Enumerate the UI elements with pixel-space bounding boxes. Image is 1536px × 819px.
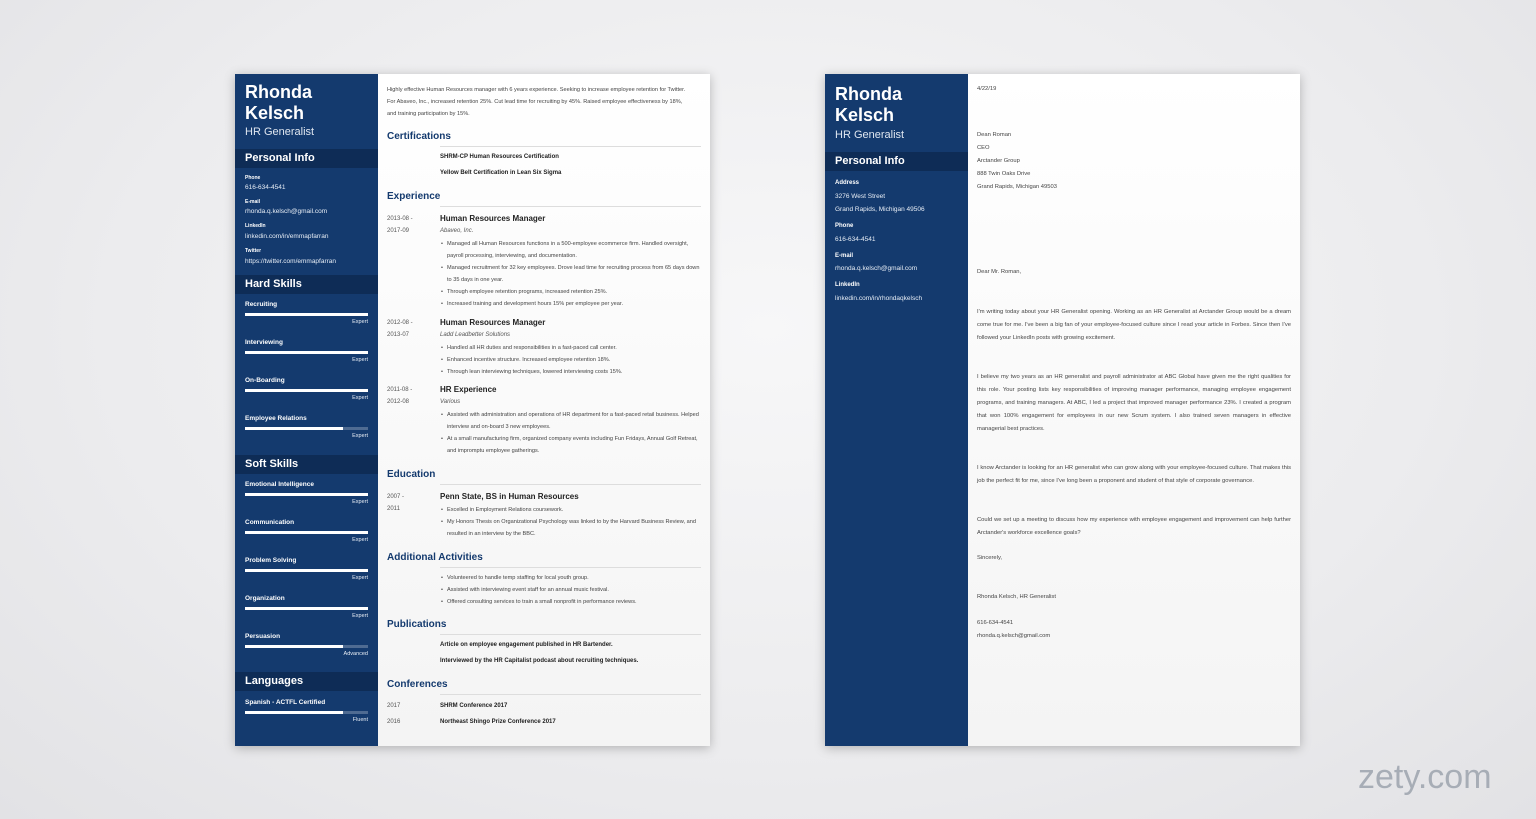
conference-name: Northeast Shingo Prize Conference 2017 — [440, 719, 556, 725]
job-dates: 2012-08 - 2013-07 — [387, 320, 413, 338]
skill-name: Recruiting — [245, 301, 278, 308]
education-dates: 2007 - 2011 — [387, 494, 405, 512]
address-line: Grand Rapids, Michigan 49506 — [835, 206, 925, 213]
skill-level: Expert — [352, 575, 368, 581]
cover-letter-page — [825, 74, 1300, 746]
skill-bar — [245, 313, 368, 316]
resume-page — [235, 74, 710, 746]
skill-name: Communication — [245, 519, 295, 526]
soft-skills-heading: Soft Skills — [235, 455, 378, 474]
conference-name: SHRM Conference 2017 — [440, 703, 508, 709]
skill-bar-fill — [245, 493, 368, 496]
skill-bar-fill — [245, 389, 368, 392]
personal-info-heading: Personal Info — [825, 152, 968, 171]
email-label: E-mail — [245, 199, 261, 205]
skill-bar — [245, 569, 368, 572]
experience-heading: Experience — [387, 191, 441, 202]
skill-name: On-Boarding — [245, 377, 285, 384]
resume-sidebar — [235, 74, 378, 746]
list-item: • Assisted with interviewing event staff for an annual music festival. — [447, 584, 701, 596]
recipient-line: 888 Twin Oaks Drive — [977, 171, 1031, 177]
list-item: • My Honors Thesis on Organizational Psychology was linked to by the Harvard Business Review, and resulted in an interview by the BBC. — [447, 516, 701, 540]
skill-level: Expert — [352, 395, 368, 401]
skill-name: Problem Solving — [245, 557, 297, 564]
skill-bar-fill — [245, 427, 343, 430]
phone-value: 616-634-4541 — [245, 184, 286, 191]
skill-bar — [245, 607, 368, 610]
list-item: • Assisted with administration and operations of HR department for a fast-paced retail business. Helped interview and on-board 3 new employees. — [447, 409, 701, 433]
recipient-line: CEO — [977, 145, 990, 151]
skill-level: Fluent — [352, 717, 368, 723]
skill-bar — [245, 493, 368, 496]
job-company: Various — [440, 399, 461, 405]
skill-bar-fill — [245, 711, 343, 714]
job-title: Human Resources Manager — [440, 318, 546, 327]
list-item: • Managed recruitment for 32 key employees. Drove lead time for recruiting process from 65 days down to 35 days in one year. — [447, 262, 701, 286]
list-item: • Through employee retention programs, increased retention 25%. — [447, 286, 701, 298]
skill-bar-fill — [245, 645, 343, 648]
salutation: Dear Mr. Roman, — [977, 269, 1022, 275]
skill-bar-fill — [245, 569, 368, 572]
job-bullets — [440, 409, 701, 457]
resume-name: Rhonda Kelsch — [245, 82, 312, 123]
job-bullets — [440, 238, 701, 310]
skill-name: Persuasion — [245, 633, 281, 640]
phone-label: Phone — [835, 223, 854, 229]
signature: Rhonda Kelsch, HR Generalist — [977, 594, 1056, 600]
divider — [440, 567, 701, 568]
education-bullets — [440, 504, 701, 540]
phone-value: 616-634-4541 — [835, 236, 876, 243]
list-item: • Enhanced incentive structure. Increased employee retention 18%. — [447, 354, 701, 366]
conference-year: 2017 — [387, 703, 401, 709]
skill-bar — [245, 531, 368, 534]
skill-name: Emotional Intelligence — [245, 481, 314, 488]
job-title: HR Experience — [440, 385, 497, 394]
education-title: Penn State, BS in Human Resources — [440, 492, 579, 501]
twitter-label: Twitter — [245, 248, 262, 254]
personal-info-heading: Personal Info — [235, 149, 378, 168]
letter-sidebar — [825, 74, 968, 746]
job-bullets — [440, 342, 701, 378]
certification-item: Yellow Belt Certification in Lean Six Sigma — [440, 170, 562, 176]
list-item: • Offered consulting services to train a small nonprofit in performance reviews. — [447, 596, 701, 608]
skill-name: Employee Relations — [245, 415, 307, 422]
divider — [440, 206, 701, 207]
job-title: Human Resources Manager — [440, 214, 546, 223]
letter-name: Rhonda Kelsch — [835, 84, 902, 125]
skill-bar — [245, 427, 368, 430]
letter-paragraph: Could we set up a meeting to discuss how my experience with employee engagement and improvement can help further Arctander's workforce excellence goals? — [977, 517, 1291, 536]
divider — [440, 694, 701, 695]
phone-label: Phone — [245, 175, 261, 181]
publication-item: Article on employee engagement published in HR Bartender. — [440, 642, 613, 648]
address-line: 3276 West Street — [835, 193, 886, 200]
linkedin-value: linkedin.com/in/emmapfarran — [245, 233, 329, 240]
divider — [440, 146, 701, 147]
skill-bar — [245, 351, 368, 354]
list-item: • Excelled in Employment Relations coursework. — [447, 504, 701, 516]
hard-skills-heading: Hard Skills — [235, 275, 378, 294]
education-heading: Education — [387, 469, 436, 480]
list-item: • Through lean interviewing techniques, lowered interviewing costs 15%. — [447, 366, 701, 378]
job-company: Ladd Leadbetter Solutions — [440, 332, 511, 338]
linkedin-label: LinkedIn — [835, 282, 860, 288]
recipient-line: Arctander Group — [977, 158, 1020, 164]
linkedin-value: linkedin.com/in/rhondaqkelsch — [835, 295, 923, 302]
activities-list — [440, 572, 701, 608]
email-value: rhonda.q.kelsch@gmail.com — [245, 208, 328, 215]
recipient-line: Grand Rapids, Michigan 49503 — [977, 184, 1057, 190]
letter-main — [968, 74, 1300, 746]
skill-bar-fill — [245, 313, 368, 316]
conference-year: 2016 — [387, 719, 401, 725]
skill-bar-fill — [245, 607, 368, 610]
skill-level: Expert — [352, 319, 368, 325]
list-item: • Managed all Human Resources functions in a 500-employee ecommerce firm. Handled oversight, payroll processing, interviewing, and documentation. — [447, 238, 701, 262]
activities-heading: Additional Activities — [387, 552, 483, 563]
job-dates: 2011-08 - 2012-08 — [387, 387, 413, 405]
summary-text: Highly effective Human Resources manager with 6 years experience. Seeking to increase employee retention for Twitter. For Abaveo, Inc., increased retention 25%. Cut lead time for recruiting by 45%. Raised employee effectiveness by 18%, and training participation by 15%. — [387, 87, 686, 117]
list-item: • At a small manufacturing firm, organized company events including Fun Fridays, Annual Golf Retreat, and impromptu employee gatherings. — [447, 433, 701, 457]
skill-bar — [245, 711, 368, 714]
skill-level: Expert — [352, 613, 368, 619]
publications-heading: Publications — [387, 619, 447, 630]
skill-bar-fill — [245, 531, 368, 534]
skill-level: Expert — [352, 499, 368, 505]
recipient-line: Dean Roman — [977, 132, 1012, 138]
signature-phone: 616-634-4541 — [977, 620, 1014, 626]
signature-email: rhonda.q.kelsch@gmail.com — [977, 633, 1051, 639]
skill-level: Expert — [352, 433, 368, 439]
letter-paragraph: I know Arctander is looking for an HR generalist who can grow along with your employee-focused culture. That makes this job the perfect fit for me, since I've long been a proponent and student of that style of corporate governance. — [977, 465, 1291, 484]
skill-bar — [245, 389, 368, 392]
letter-paragraph: I'm writing today about your HR Generalist opening. Working as an HR Generalist at Arctander Group would be a dream come true for me. I've been a big fan of your employee-focused culture since I read your article in Forbes. Since then I've followed your LinkedIn posts with growing excitement. — [977, 309, 1291, 341]
skill-name: Interviewing — [245, 339, 283, 346]
skill-name: Spanish - ACTFL Certified — [245, 699, 326, 706]
list-item: • Volunteered to handle temp staffing for local youth group. — [447, 572, 701, 584]
list-item: • Increased training and development hours 15% per employee per year. — [447, 298, 701, 310]
letter-date: 4/22/19 — [977, 86, 997, 92]
certification-item: SHRM-CP Human Resources Certification — [440, 154, 559, 160]
list-item: • Handled all HR duties and responsibilities in a fast-paced call center. — [447, 342, 701, 354]
skill-bar — [245, 645, 368, 648]
letter-paragraph: I believe my two years as an HR generalist and payroll administrator at ABC Global have given me the right qualities for this role. Your posting lists key responsibilities of improving manager performance, managing employee engagement programs, and training managers. At ABC, I led a project that improved manager performance 23%. I created a program that won 100% engagement for employees in our new Scrum system. I also trained seven managers in effective managerial best practices. — [977, 374, 1291, 432]
skill-level: Expert — [352, 357, 368, 363]
resume-role: HR Generalist — [245, 126, 315, 138]
resume-main — [378, 74, 710, 746]
address-label: Address — [835, 180, 860, 186]
skill-level: Expert — [352, 537, 368, 543]
zety-logo: zety.com — [1358, 758, 1492, 796]
linkedin-label: LinkedIn — [245, 223, 266, 229]
skill-bar-fill — [245, 351, 368, 354]
twitter-value: https://twitter.com/emmapfarran — [245, 258, 337, 265]
skill-name: Organization — [245, 595, 285, 602]
job-company: Abaveo, Inc. — [440, 228, 474, 234]
closing: Sincerely, — [977, 555, 1003, 561]
conferences-heading: Conferences — [387, 679, 448, 690]
skill-level: Advanced — [343, 651, 368, 657]
email-value: rhonda.q.kelsch@gmail.com — [835, 265, 918, 272]
languages-heading: Languages — [235, 672, 378, 691]
certifications-heading: Certifications — [387, 131, 451, 142]
letter-role: HR Generalist — [835, 129, 905, 141]
job-dates: 2013-08 - 2017-09 — [387, 216, 413, 234]
publication-item: Interviewed by the HR Capitalist podcast about recruiting techniques. — [440, 658, 639, 664]
divider — [440, 634, 701, 635]
divider — [440, 484, 701, 485]
email-label: E-mail — [835, 253, 854, 259]
